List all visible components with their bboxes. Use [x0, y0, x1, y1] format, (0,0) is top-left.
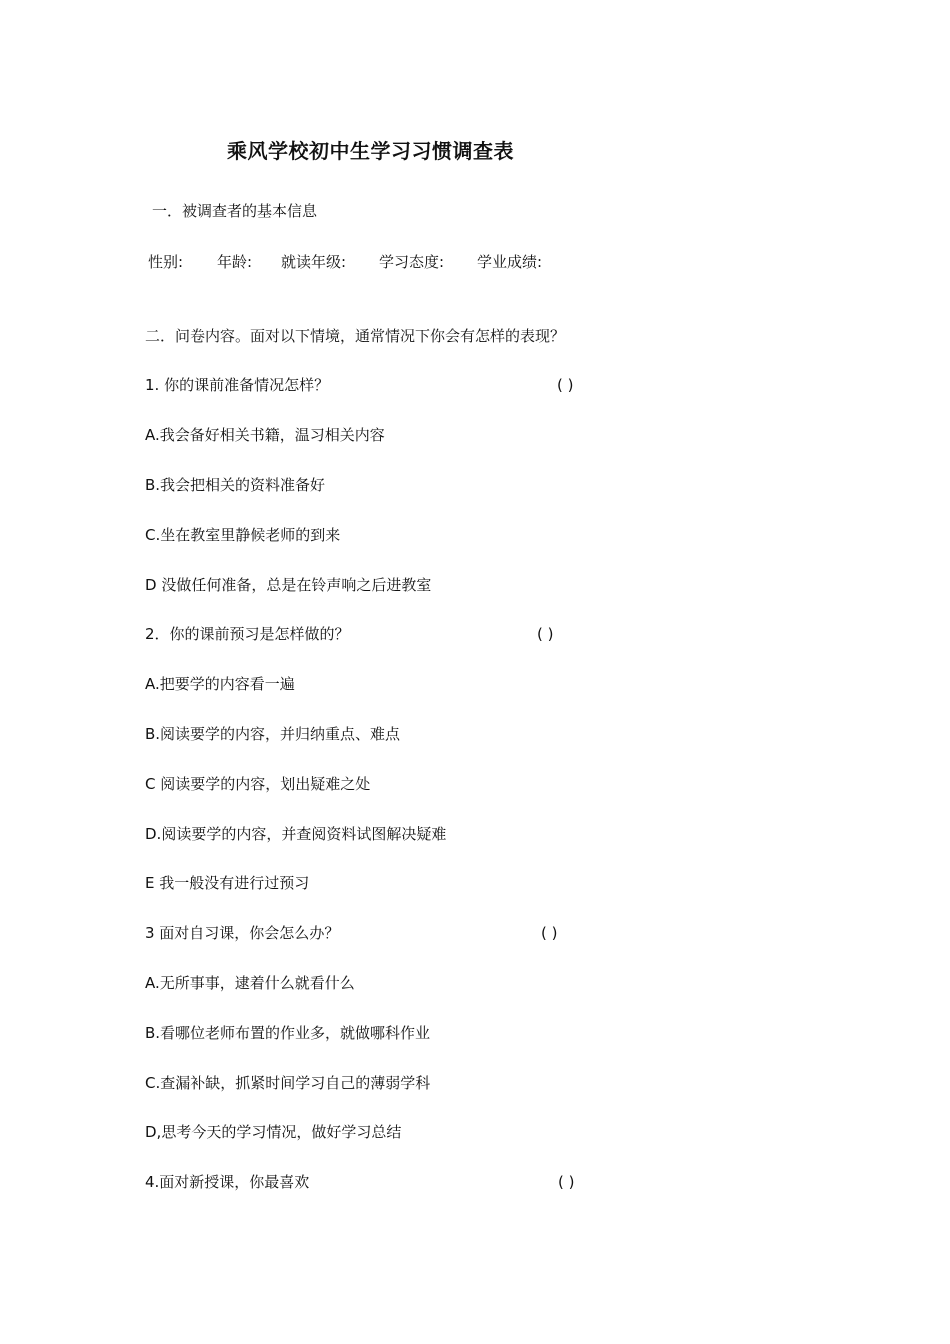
field-age-label: 年龄: [217, 253, 253, 271]
question-3-option-d: D,思考今天的学习情况，做好学习总结 [145, 1123, 402, 1141]
question-3-option-a: A.无所事事，逮着什么就看什么 [145, 974, 355, 992]
question-2-option-a: A.把要学的内容看一遍 [145, 675, 295, 693]
question-1-answer-blank: ( ) [557, 376, 574, 394]
question-1-option-c: C.坐在教室里静候老师的到来 [145, 526, 341, 544]
question-1-option-b: B.我会把相关的资料准备好 [145, 476, 326, 494]
question-1-option-d: D 没做任何准备，总是在铃声响之后进教室 [145, 576, 432, 594]
question-3-option-c: C.查漏补缺，抓紧时间学习自己的薄弱学科 [145, 1074, 431, 1092]
question-2-option-d: D.阅读要学的内容，并查阅资料试图解决疑难 [145, 825, 447, 843]
question-4-answer-blank: ( ) [558, 1173, 575, 1191]
question-3-option-b: B.看哪位老师布置的作业多，就做哪科作业 [145, 1024, 431, 1042]
question-4-text: 4.面对新授课，你最喜欢 [145, 1173, 310, 1191]
field-performance-label: 学业成绩: [477, 253, 543, 271]
field-grade-label: 就读年级: [281, 253, 347, 271]
question-2-text: 2．你的课前预习是怎样做的？ [145, 625, 350, 643]
section-1-heading: 一．被调查者的基本信息 [152, 202, 318, 220]
question-1-text: 1. 你的课前准备情况怎样？ [145, 376, 330, 394]
question-2-option-b: B.阅读要学的内容，并归纳重点、难点 [145, 725, 401, 743]
field-gender-label: 性别: [148, 253, 184, 271]
question-3-answer-blank: ( ) [541, 924, 558, 942]
question-2-answer-blank: ( ) [537, 625, 554, 643]
question-2-option-e: E 我一般没有进行过预习 [145, 874, 310, 892]
section-2-heading: 二．问卷内容。面对以下情境，通常情况下你会有怎样的表现？ [145, 327, 566, 345]
question-1-option-a: A.我会备好相关书籍，温习相关内容 [145, 426, 385, 444]
field-attitude-label: 学习态度: [379, 253, 445, 271]
question-3-text: 3 面对自习课，你会怎么办？ [145, 924, 340, 942]
document-title: 乘风学校初中生学习习惯调查表 [227, 139, 514, 163]
question-2-option-c: C 阅读要学的内容，划出疑难之处 [145, 775, 371, 793]
